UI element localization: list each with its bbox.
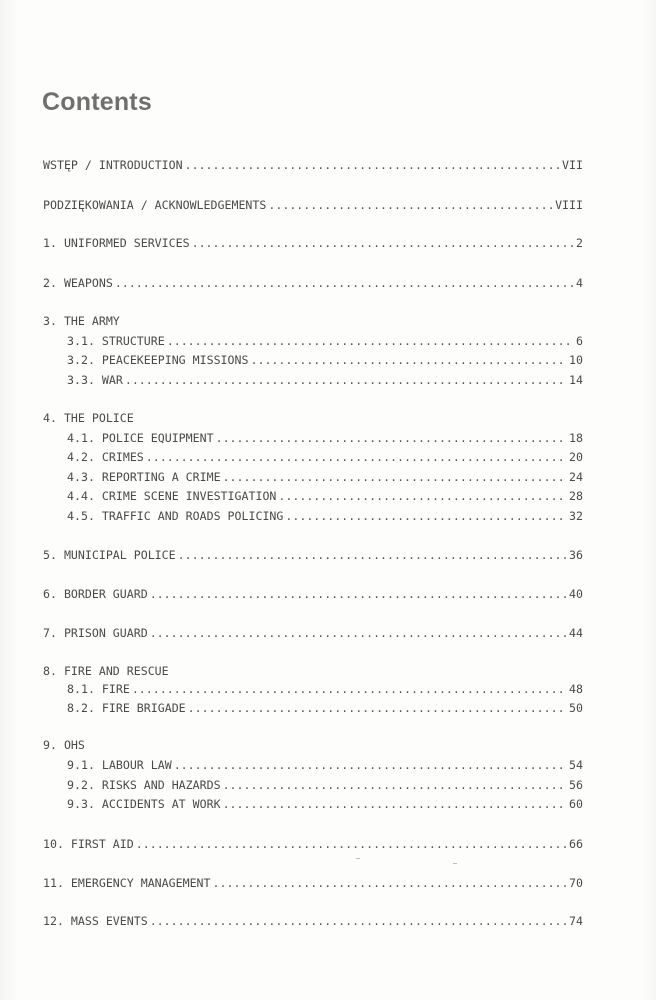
toc-entry-label: 2. WEAPONS [43, 276, 113, 290]
dot-leader [250, 353, 567, 367]
toc-page-number: 60 [569, 797, 583, 811]
toc-page-number: 4 [576, 276, 583, 290]
paper-speck [356, 858, 360, 859]
toc-page-number: 44 [569, 626, 583, 640]
toc-entry-label: 4.5. TRAFFIC AND ROADS POLICING [67, 509, 284, 523]
toc-entry-3-3[interactable] [67, 373, 583, 389]
toc-page-number: 18 [569, 431, 583, 445]
toc-entry-label: 3.3. WAR [67, 373, 123, 387]
dot-leader [185, 158, 560, 172]
paper-speck [453, 863, 457, 864]
dot-leader [178, 548, 567, 562]
toc-page-number: 32 [569, 509, 583, 523]
table-of-contents [43, 0, 583, 1000]
toc-page-number: 66 [569, 837, 583, 851]
dot-leader [278, 489, 567, 503]
toc-entry-label: 12. MASS EVENTS [43, 914, 148, 928]
toc-entry-chapter-10[interactable] [43, 837, 583, 853]
toc-entry-chapter-5[interactable] [43, 548, 583, 564]
toc-entry-acknowledgements[interactable] [43, 198, 583, 214]
toc-entry-label: 3.1. STRUCTURE [67, 334, 165, 348]
dot-leader [216, 431, 567, 445]
dot-leader [125, 373, 567, 387]
toc-entry-label: 4.1. POLICE EQUIPMENT [67, 431, 214, 445]
toc-page-number: 50 [569, 701, 583, 715]
toc-page-number: 2 [576, 236, 583, 250]
toc-entry-label: 8.1. FIRE [67, 682, 130, 696]
toc-entry-9-2[interactable] [67, 778, 583, 794]
toc-entry-9-1[interactable] [67, 758, 583, 774]
toc-entry-label: 5. MUNICIPAL POLICE [43, 548, 176, 562]
dot-leader [146, 450, 567, 464]
toc-entry-label: 6. BORDER GUARD [43, 587, 148, 601]
toc-entry-4-3[interactable] [67, 470, 583, 486]
toc-page-number: 74 [569, 914, 583, 928]
dot-leader [213, 876, 568, 890]
toc-entry-3-1[interactable] [67, 334, 583, 350]
dot-leader [136, 837, 567, 851]
toc-entry-4-2[interactable] [67, 450, 583, 466]
dot-leader [150, 587, 567, 601]
dot-leader [223, 797, 567, 811]
toc-entry-introduction[interactable] [43, 158, 583, 174]
toc-entry-4-1[interactable] [67, 431, 583, 447]
dot-leader [192, 236, 574, 250]
page-title: Contents [42, 88, 152, 116]
toc-entry-label: 4.4. CRIME SCENE INVESTIGATION [67, 489, 277, 503]
toc-entry-chapter-12[interactable] [43, 914, 583, 930]
toc-page-number: VII [562, 158, 583, 172]
toc-chapter-4-heading[interactable]: 4. THE POLICE [43, 411, 134, 425]
toc-page-number: 20 [569, 450, 583, 464]
toc-entry-label: PODZIĘKOWANIA / ACKNOWLEDGEMENTS [43, 198, 267, 212]
dot-leader [174, 758, 567, 772]
toc-chapter-3-heading[interactable]: 3. THE ARMY [43, 314, 120, 328]
toc-entry-label: 11. EMERGENCY MANAGEMENT [43, 876, 211, 890]
toc-page-number: 14 [569, 373, 583, 387]
toc-entry-chapter-6[interactable] [43, 587, 583, 603]
toc-entry-4-5[interactable] [67, 509, 583, 525]
toc-entry-3-2[interactable] [67, 353, 583, 369]
toc-page-number: 6 [576, 334, 583, 348]
toc-page-number: 24 [569, 470, 583, 484]
toc-entry-label: 9.2. RISKS AND HAZARDS [67, 778, 221, 792]
toc-entry-label: 3.2. PEACEKEEPING MISSIONS [67, 353, 249, 367]
dot-leader [150, 914, 567, 928]
toc-entry-chapter-11[interactable] [43, 876, 583, 892]
toc-entry-8-2[interactable] [67, 701, 583, 717]
toc-page-number: 54 [569, 758, 583, 772]
toc-entry-9-3[interactable] [67, 797, 583, 813]
toc-page-number: 40 [569, 587, 583, 601]
toc-page-number: 48 [569, 682, 583, 696]
toc-entry-chapter-2[interactable] [43, 276, 583, 292]
toc-entry-label: 1. UNIFORMED SERVICES [43, 236, 190, 250]
toc-page-number: 10 [569, 353, 583, 367]
dot-leader [188, 701, 567, 715]
toc-entry-label: 10. FIRST AID [43, 837, 134, 851]
dot-leader [115, 276, 574, 290]
toc-entry-label: 8.2. FIRE BRIGADE [67, 701, 186, 715]
toc-entry-label: 7. PRISON GUARD [43, 626, 148, 640]
dot-leader [150, 626, 567, 640]
toc-entry-label: 4.3. REPORTING A CRIME [67, 470, 221, 484]
toc-entry-chapter-1[interactable] [43, 236, 583, 252]
dot-leader [223, 778, 567, 792]
toc-page-number: 56 [569, 778, 583, 792]
toc-entry-label: 9.1. LABOUR LAW [67, 758, 172, 772]
toc-page-number: 28 [569, 489, 583, 503]
toc-chapter-8-heading[interactable]: 8. FIRE AND RESCUE [43, 664, 169, 678]
toc-page-number: 36 [569, 548, 583, 562]
toc-entry-chapter-7[interactable] [43, 626, 583, 642]
toc-entry-label: 4.2. CRIMES [67, 450, 144, 464]
toc-entry-label: 9.3. ACCIDENTS AT WORK [67, 797, 221, 811]
toc-entry-label: WSTĘP / INTRODUCTION [43, 158, 183, 172]
toc-page-number: VIII [555, 198, 583, 212]
toc-entry-8-1[interactable] [67, 682, 583, 698]
toc-chapter-9-heading[interactable]: 9. OHS [43, 738, 85, 752]
dot-leader [268, 198, 553, 212]
dot-leader [223, 470, 567, 484]
toc-page-number: 70 [569, 876, 583, 890]
dot-leader [132, 682, 567, 696]
dot-leader [285, 509, 567, 523]
dot-leader [167, 334, 574, 348]
toc-entry-4-4[interactable] [67, 489, 583, 505]
